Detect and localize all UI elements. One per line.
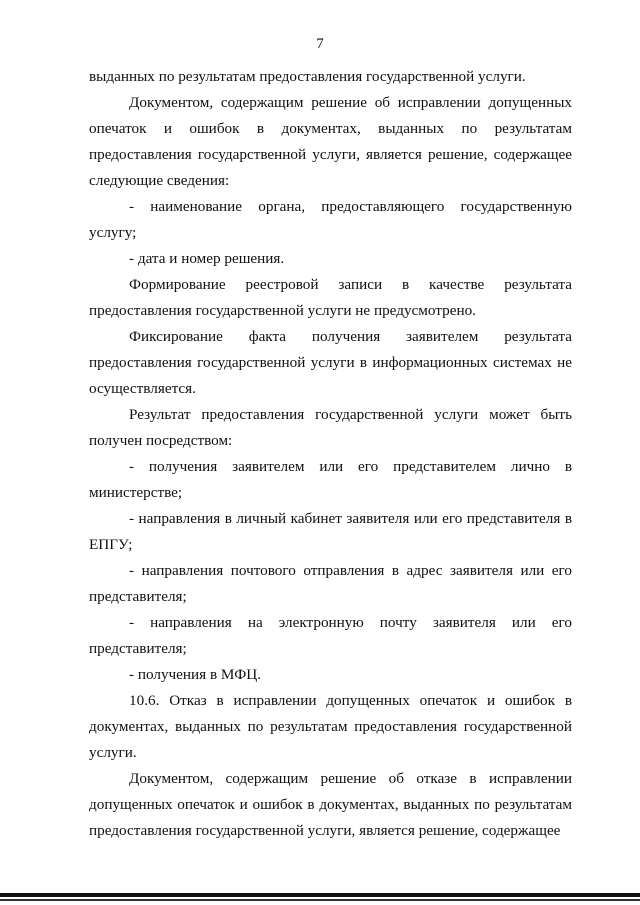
paragraph-continuation: выданных по результатам предоставления государственной услуги. <box>89 68 526 85</box>
list-item-mfc: - получения в МФЦ. <box>129 666 262 683</box>
paragraph-fixation: Фиксирование факта получения заявителем результата предоставления государственной услуги в информационных системах не осуществляется. <box>89 328 572 397</box>
list-item-post: - направления почтового отправления в адрес заявителя или его представителя; <box>89 562 572 605</box>
section-heading-10-6: 10.6. Отказ в исправлении допущенных опечаток и ошибок в документах, выданных по результатам предоставления государственной услуги. <box>89 692 572 761</box>
list-item-email: - направления на электронную почту заявителя или его представителя; <box>89 614 572 657</box>
bottom-scan-edge <box>0 893 640 897</box>
list-item-authority-name: - наименование органа, предоставляющего государственную услугу; <box>89 198 572 241</box>
list-item-decision-date: - дата и номер решения. <box>129 250 285 267</box>
paragraph-refusal-decision: Документом, содержащим решение об отказе в исправлении допущенных опечаток и ошибок в документах, выданных по результатам предоставления государственной услуги, является решение, содержащее <box>89 770 572 839</box>
list-item-epgu: - направления в личный кабинет заявителя или его представителя в ЕПГУ; <box>89 510 572 553</box>
bottom-scan-edge-secondary <box>0 899 640 901</box>
list-item-in-person: - получения заявителем или его представителем лично в министерстве; <box>89 458 572 501</box>
document-body <box>89 64 572 844</box>
page-number: 7 <box>316 36 324 52</box>
paragraph-result-means: Результат предоставления государственной услуги может быть получен посредством: <box>89 406 572 449</box>
paragraph-correction-decision: Документом, содержащим решение об исправлении допущенных опечаток и ошибок в документах, выданных по результатам предоставления государственной услуги, является решение, содержащее следующие сведения: <box>89 94 572 189</box>
paragraph-registry-record: Формирование реестровой записи в качестве результата предоставления государственной услуги не предусмотрено. <box>89 276 572 319</box>
